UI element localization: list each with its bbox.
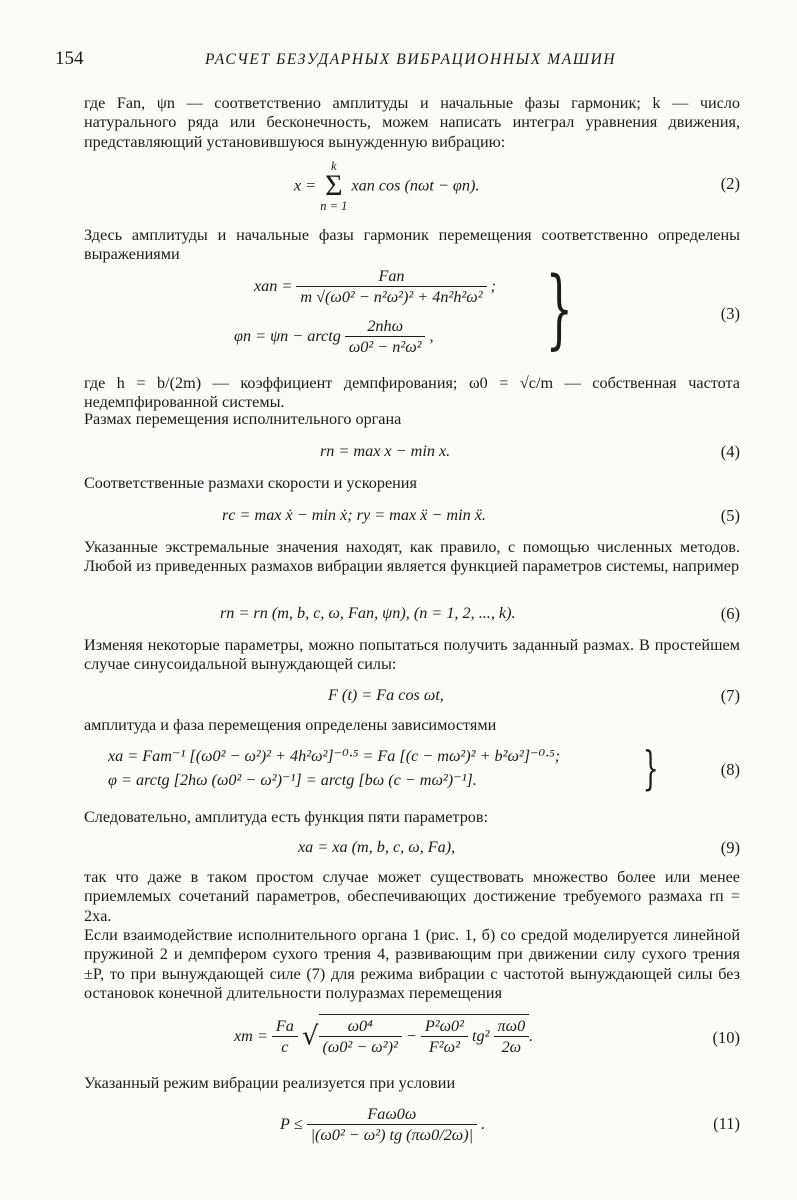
paragraph-8: амплитуда и фаза перемещения определены зависимостями	[84, 716, 497, 734]
equation-10-body: xm = $\frac{Fа}{c}$ √ $\frac{\text{ω0⁴}}{\text{(ω0² − ω²)²}}$ − $\frac{\text{P²ω0²}}{\text{F²ω²}}$ tg² $\frac{\pi\omega 0}{2\omega}$ .	[234, 1014, 533, 1057]
equation-8-line-2: φ = arctg [2hω (ω0² − ω²)⁻¹] = arctg [bω (c − mω²)⁻¹].	[108, 771, 477, 789]
paragraph-10: так что даже в таком простом случае может существовать множество более или менее приемлемых сочетаний параметров, обеспечивающих достижение требуемого размаха rп = 2xа.	[84, 868, 740, 925]
equation-3-line-2: φn = ψn − arctg $\frac{\text{2nhω}}{\text{ω0² − n²ω²}}$ ,	[234, 317, 434, 356]
paragraph-12: Указанный режим вибрации реализуется при условии	[84, 1074, 456, 1092]
equation-11	[84, 1104, 740, 1156]
equation-number-6: (6)	[720, 604, 740, 623]
equation-number-9: (9)	[720, 838, 740, 857]
equation-number-8: (8)	[720, 760, 740, 779]
equation-8-line-1: xа = Fаm⁻¹ [(ω0² − ω²)² + 4h²ω²]⁻⁰·⁵ = Fа [(c − mω²)² + b²ω²]⁻⁰·⁵;	[108, 747, 561, 765]
paragraph-2: Здесь амплитуды и начальные фазы гармоник перемещения соответственно определены выражениями	[84, 226, 740, 264]
equation-number-2: (2)	[720, 174, 740, 193]
paragraph-4: Размах перемещения исполнительного органа	[84, 410, 402, 428]
equation-number-11: (11)	[713, 1114, 740, 1133]
equation-number-3: (3)	[720, 304, 740, 323]
equation-9: xа = xа (m, b, c, ω, Fа), (9)	[298, 838, 740, 857]
paragraph-3: где h = b/(2m) — коэффициент демпфирования; ω0 = √c/m — собственная частота недемпфированной системы.	[84, 374, 740, 412]
equation-2	[84, 160, 740, 212]
equation-number-4: (4)	[720, 442, 740, 461]
page-number: 154	[55, 48, 84, 69]
equation-11-body: P ≤ $\frac{\text{Fаω0ω}}{\text{|(ω0² − ω²) tg (πω0/2ω)|}}$ .	[280, 1105, 486, 1144]
equation-3	[84, 259, 740, 362]
equation-7: F (t) = Fа cos ωt, (7)	[328, 686, 740, 705]
paragraph-7: Изменяя некоторые параметры, можно попытаться получить заданный размах. В простейшем случае синусоидальной вынуждающей силы:	[84, 636, 740, 674]
equation-number-5: (5)	[720, 506, 740, 525]
equation-10	[84, 1014, 740, 1066]
equation-5: rс = max ẋ − min ẋ; rу = max ẍ − min ẍ. (5)	[222, 506, 740, 525]
right-brace: }	[642, 741, 659, 795]
equation-number-10: (10)	[712, 1028, 740, 1047]
paragraph-9: Следовательно, амплитуда есть функция пяти параметров:	[84, 808, 489, 826]
page-header	[55, 48, 742, 72]
equation-6: rп = rп (m, b, c, ω, Fаn, ψn), (n = 1, 2, ..., k). (6)	[220, 604, 740, 623]
equation-8	[84, 741, 740, 795]
running-title: РАСЧЕТ БЕЗУДАРНЫХ ВИБРАЦИОННЫХ МАШИН	[205, 51, 617, 68]
paragraph-1: где Fаn, ψn — соответственио амплитуды и начальные фазы гармоник; k — число натурального ряда или бесконечность, можем написать интеграл уравнения движения, представляющий установившуюся вынужденную вибрацию:	[84, 94, 740, 151]
right-brace: }	[545, 259, 574, 359]
equation-2-body: x = k Σ n = 1 xаn cos (nωt − φn).	[294, 159, 480, 213]
equation-number-7: (7)	[720, 686, 740, 705]
paragraph-6: Указанные экстремальные значения находят, как правило, с помощью численных методов. Любой из приведенных размахов вибрации является функцией параметров системы, например	[84, 538, 740, 576]
equation-4: rп = max x − min x. (4)	[320, 442, 740, 461]
paragraph-11: Если взаимодействие исполнительного органа 1 (рис. 1, б) со средой моделируется линейной пружиной 2 и демпфером сухого трения 4, развивающим при движении силу сухого трения ±P, то при вынуждающей силе (7) для режима вибрации с частотой вынуждающей силы без остановок конечной длительности полуразмах перемещения	[84, 926, 740, 1002]
paragraph-5: Соответственные размахи скорости и ускорения	[84, 474, 417, 492]
radical-sign: √	[301, 1021, 319, 1052]
equation-3-line-1: xаn = $\frac{\text{Fаn}}{\text{m √(ω0² − n²ω²)² + 4n²h²ω²}}$ ;	[254, 267, 496, 306]
summation-sign: k Σ n = 1	[320, 159, 348, 213]
